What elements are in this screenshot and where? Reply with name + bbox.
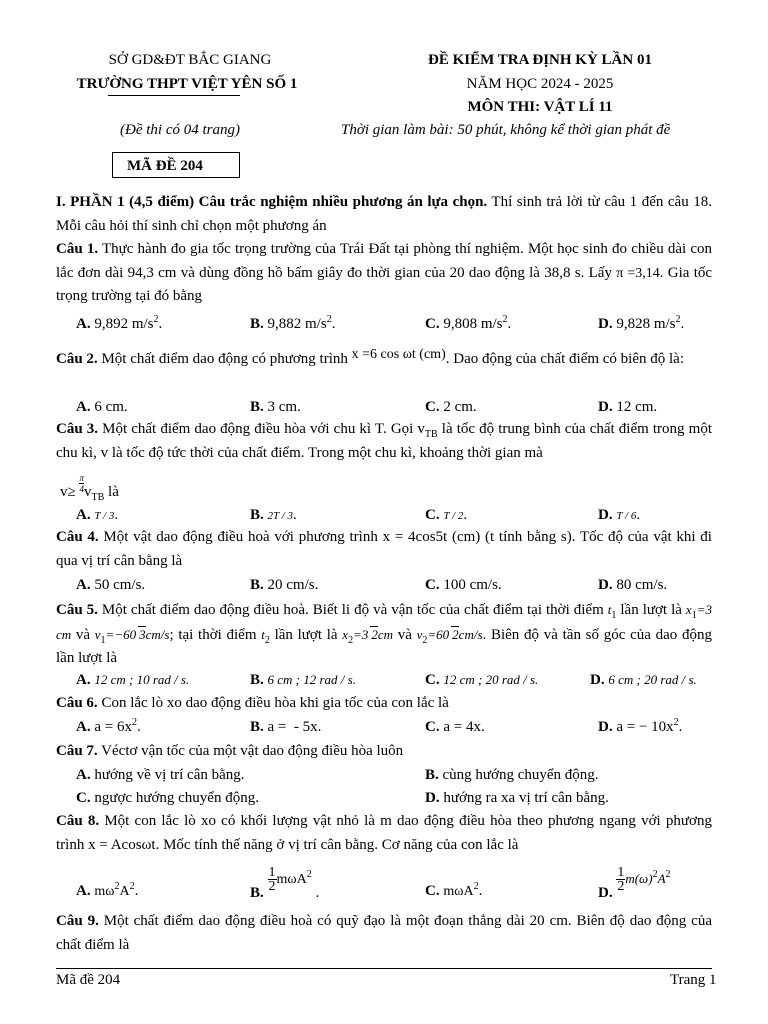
question-label: Câu 8. [56, 813, 100, 829]
question-label: Câu 6. [56, 695, 98, 711]
question-2 [56, 348, 712, 372]
question-3: Câu 3. Một chất điểm dao động điều hòa với chu kì T. Gọi $v_{TB}$ là tốc độ trung bình của chất điểm trong một chu kì, v là tốc độ tức thời của chất điểm. Trong một chu kì, khoảng thời gian mà [56, 421, 712, 461]
q4-option-d[interactable]: D. 80 cm/s. [598, 577, 668, 593]
question-text: . Dao động của chất điểm có biên độ là: [445, 351, 684, 367]
q4-option-c[interactable]: C. 100 cm/s. [425, 577, 502, 593]
q5-option-d[interactable]: D. 6 cm ; 20 rad / s. [590, 672, 697, 688]
q1-option-a[interactable]: A. 9,892 $m/s^2$. [76, 314, 163, 332]
question-8 [56, 810, 712, 857]
q8-option-d[interactable]: D. $\frac{1}{2}$ $m(\omega)^2A^2$ [598, 865, 671, 901]
question-9 [56, 910, 712, 957]
exam-code-box: MÃ ĐỀ 204 [112, 152, 240, 178]
q2-option-c[interactable]: C. 2 cm. [425, 399, 477, 415]
question-5: Câu 5. Một chất điểm dao động điều hoà. Biết li độ và vận tốc của chất điểm tại thời điểm $t_1$ lần lượt là $x_1=3$ cm và $v_1=-60$ 3cm/s; tại thời điểm $t_2$ lần lượt là $x_2=3$ 2cm và $v_2=60$ 2cm/s. Biên độ và tần số góc của dao động lần lượt là [56, 602, 712, 666]
footer-divider [56, 968, 712, 969]
part1-intro [56, 191, 712, 238]
q5-option-b[interactable]: B. 6 cm ; 12 rad / s. [250, 672, 356, 688]
q3-option-d[interactable]: D. T / 6. [598, 507, 641, 523]
time-note: Thời gian làm bài: 50 phút, không kể thời gian phát đề [341, 122, 671, 138]
question-label: Câu 5. [56, 602, 98, 618]
question-text: là tốc độ trung bình của chất điểm trong một chu kì, v là tốc độ tức thời của chất điểm. Trong một chu kì, khoảng thời gian mà [56, 421, 712, 461]
q7-option-d[interactable]: D. hướng ra xa vị trí cân bằng. [425, 790, 609, 806]
q2-option-b[interactable]: B. 3 cm. [250, 399, 301, 415]
equation: x =6 cos ωt (cm) [351, 347, 446, 362]
q7-option-a[interactable]: A. hướng về vị trí cân bằng. [76, 767, 245, 783]
question-text: Một chất điểm dao động điều hoà có quỹ đạo là một đoạn thẳng dài 20 cm. Biên độ dao động của chất điểm là [56, 913, 712, 953]
school-underline [108, 95, 240, 96]
question-text: Thực hành đo gia tốc trọng trường của Trái Đất tại phòng thí nghiệm. Một học sinh đo chiều dài con lắc đơn dài 94,3 cm và dùng đồng hồ bấm giây đo thời gian của 20 dao động là 38,8 s. Lấy [56, 241, 712, 281]
question-label: Câu 9. [56, 913, 99, 929]
q6-option-c[interactable]: C. a = 4x. [425, 719, 485, 735]
question-text: Một vật dao động điều hoà với phương trình x = 4cos5t (cm) (t tính bằng s). Tốc độ của vật khi đi qua vị trí cân bằng là [56, 529, 712, 569]
q2-option-d[interactable]: D. 12 cm. [598, 399, 658, 415]
question-4 [56, 526, 712, 573]
question-label: Câu 3. [56, 421, 99, 437]
q6-option-b[interactable]: B. a = - 5x. [250, 719, 322, 735]
q7-option-c[interactable]: C. ngược hướng chuyển động. [76, 790, 259, 806]
subject: MÔN THI: VẬT LÍ 11 [467, 99, 613, 115]
q6-option-d[interactable]: D. a = − $10x^2$. [598, 717, 683, 735]
footer-page-number: Trang 1 [670, 972, 717, 988]
q2-option-a[interactable]: A. 6 cm. [76, 399, 128, 415]
question-6 [56, 692, 449, 714]
q8-option-b[interactable]: B. $\frac{1}{2}$ mωA$^2$ . [250, 865, 320, 901]
pi-value: π =3,14 [616, 265, 660, 281]
question-text: Véctơ vận tốc của một vật dao động điều hòa luôn [97, 743, 404, 759]
question-label: Câu 2. [56, 351, 98, 367]
question-text: Một chất điểm dao động có phương trình [97, 351, 352, 367]
page-count-note: (Đề thi có 04 trang) [120, 122, 240, 138]
q4-option-b[interactable]: B. 20 cm/s. [250, 577, 319, 593]
q5-option-c[interactable]: C. 12 cm ; 20 rad / s. [425, 672, 539, 688]
question-text: . Gia tốc trọng trường tại đó bằng [56, 264, 713, 304]
q7-option-b[interactable]: B. cùng hướng chuyển động. [425, 767, 599, 783]
q6-option-a[interactable]: A. $a = 6x^2$. [76, 717, 141, 735]
part1-heading: I. PHẦN 1 (4,5 điểm) Câu trắc nghiệm nhiều phương án lựa chọn. [56, 194, 488, 210]
school-year: NĂM HỌC 2024 - 2025 [466, 76, 614, 92]
school-name: TRƯỜNG THPT VIỆT YÊN SỐ 1 [76, 76, 298, 92]
q3-condition: v≥ $\frac{\pi}{4}v_{TB}$ là [60, 473, 119, 503]
q1-option-d[interactable]: D. 9,828 $m/s^2$. [598, 314, 685, 332]
question-text: Một chất điểm dao động điều hòa với chu kì T. Gọi v [98, 421, 425, 437]
q5-option-a[interactable]: A. 12 cm ; 10 rad / s. [76, 672, 190, 688]
q8-option-a[interactable]: A. $m\omega^2A^2$. [76, 881, 139, 899]
question-label: Câu 7. [56, 743, 98, 759]
department-name: SỞ GD&ĐT BẮC GIANG [108, 52, 272, 68]
q1-option-b[interactable]: B. 9,882 $m/s^2$. [250, 314, 336, 332]
q1-option-c[interactable]: C. 9,808 $m/s^2$. [425, 314, 512, 332]
q8-option-c[interactable]: C. mωA$^2$. [425, 881, 483, 899]
q3-option-a[interactable]: A. T / 3. [76, 507, 119, 523]
question-label: Câu 1. [56, 241, 99, 257]
question-7 [56, 740, 403, 762]
q4-option-a[interactable]: A. 50 cm/s. [76, 577, 146, 593]
part1-instructions: Thí sinh trả lời từ câu 1 đến câu 18. Mỗi câu hỏi thí sinh chỉ chọn một phương án [56, 194, 712, 234]
question-1 [56, 238, 712, 309]
question-label: Câu 4. [56, 529, 99, 545]
exam-title: ĐỀ KIỂM TRA ĐỊNH KỲ LẦN 01 [428, 52, 652, 68]
question-text: Một con lắc lò xo có khối lượng vật nhỏ là m dao động điều hòa theo phương ngang với phương trình x = Acosωt. Mốc tính thế năng ở vị trí cân bằng. Cơ năng của con lắc là [56, 813, 712, 853]
footer-exam-code: Mã đề 204 [56, 972, 121, 988]
q3-option-b[interactable]: B. 2T / 3. [250, 507, 297, 523]
question-text: Con lắc lò xo dao động điều hòa khi gia tốc của con lắc là [97, 695, 449, 711]
q3-option-c[interactable]: C. T / 2. [425, 507, 468, 523]
